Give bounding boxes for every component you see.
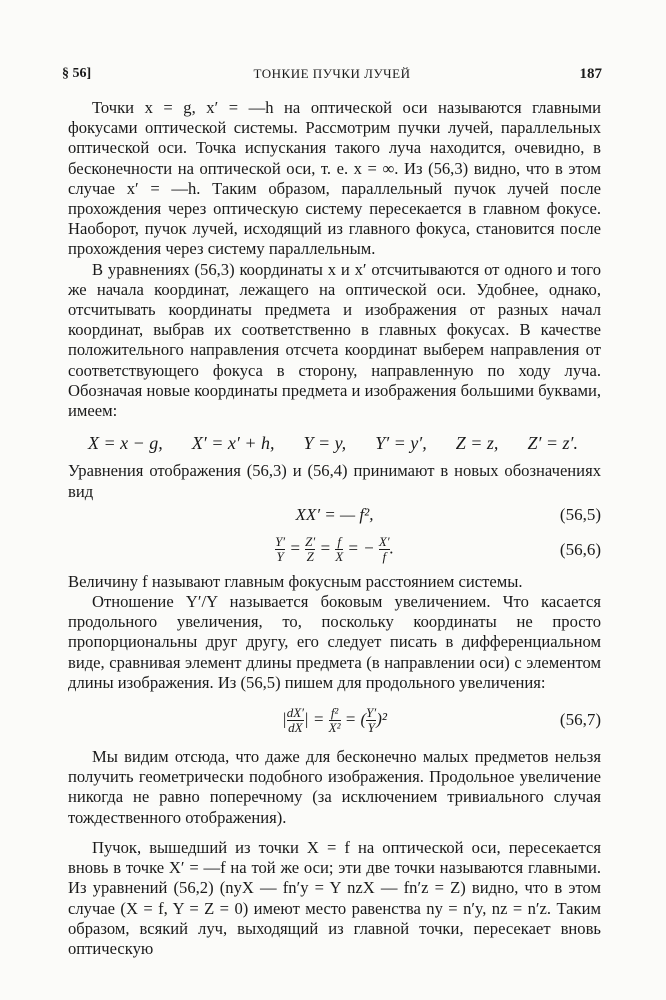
page-body xyxy=(68,98,601,959)
coordinate-transform xyxy=(88,433,578,453)
coord-X-prime: X′ = x′ + h, xyxy=(191,433,275,454)
running-title: ТОНКИЕ ПУЧКИ ЛУЧЕЙ xyxy=(253,66,411,81)
paragraph-focal-length: Величину f называют главным фокусным расстоянием системы. xyxy=(68,571,523,591)
paragraph-principal-foci: Точки x = g, x′ = —h на оптической оси называются главными фокусами оптической системы. Рассмотрим пучки лучей, параллельных оптической оси. Точка испускания такого луча находится, очевидно, в бесконечности на оптической оси, т. е. x = ∞. Из (56,3) видно, что в этом случае x′ = —h. Таким образом, параллельный пучок лучей после прохождения через оптическую систему пересекается в главном фокусе. Наоборот, пучок лучей, исходящий из главного фокуса, становится после прохождения через систему параллельным. xyxy=(68,98,601,259)
equation-56-7-number: (56,7) xyxy=(559,709,601,729)
coord-Y-prime: Y′ = y′, xyxy=(375,433,427,454)
equation-56-6-number: (56,6) xyxy=(559,539,601,559)
page-number: 187 xyxy=(579,66,602,82)
equation-56-6: $\frac{Y'}{Y}$ = $\frac{Z'}{Z}$ = $\frac{f}{X}$ = − $\frac{X'}{f}$ . (56,6) xyxy=(275,534,601,565)
coord-Z-prime: Z′ = z′. xyxy=(527,433,578,454)
paragraph-principal-points: Пучок, вышедший из точки X = f на оптической оси, пересекается вновь в точке X′ = —f на той же оси; эти две точки называются главными. Из уравнений (56,2) (nyX — fn′y = Y nzX — fn′z = Z) видно, что в этом случае (X = f, Y = Z = 0) имеют место равенства ny = n′y, nz = n′z. Таким образом, всякий луч, выходящий из главной точки, пересекает вновь оптическую xyxy=(68,837,601,958)
paragraph-new-coordinates: В уравнениях (56,3) координаты x и x′ отсчитываются от одного и того же начала координат, лежащего на оптической оси. Удобнее, однако, отсчитывать координаты предмета и изображения от разных начал координат, выбрав их соответственно в главных фокусах. В качестве положительного направления отсчета координат выберем направления от соответствующего фокуса в сторону, направленную по ходу луча. Обозначая новые координаты предмета и изображения большими буквами, имеем: xyxy=(68,259,601,421)
coord-X: X = x − g, xyxy=(88,433,163,454)
equation-56-5-number: (56,5) xyxy=(559,504,601,524)
coord-Y: Y = y, xyxy=(303,433,347,454)
paragraph-mapping-equations: Уравнения отображения (56,3) и (56,4) принимают в новых обозначениях вид xyxy=(68,461,601,501)
coord-Z: Z = z, xyxy=(455,433,499,454)
paragraph-no-similarity: Мы видим отсюда, что даже для бесконечно малых предметов нельзя получить геометрически подобного изображения. Продольное увеличение никогда не равно поперечному (за исключением тривиального случая тождественного отображения). xyxy=(68,747,601,827)
paragraph-magnification: Отношение Y′/Y называется боковым увеличением. Что касается продольного увеличения, то, поскольку координаты не просто пропорциональны друг другу, его следует писать в дифференциальном виде, сравнивая элемент длины предмета (в направлении оси) с элементом длины изображения. Из (56,5) пишем для продольного увеличения: xyxy=(68,592,601,692)
running-header xyxy=(62,66,602,88)
equation-56-5 xyxy=(68,502,601,528)
equation-56-7: | $\frac{dX'}{dX}$ | = $\frac{\text{f²}}{\text{X²}}$ = ( $\frac{Y'}{Y}$ )² (56,7) xyxy=(282,704,601,735)
equation-56-5-expr: XX′ = — f², xyxy=(295,504,374,524)
section-marker: § 56] xyxy=(62,66,92,81)
